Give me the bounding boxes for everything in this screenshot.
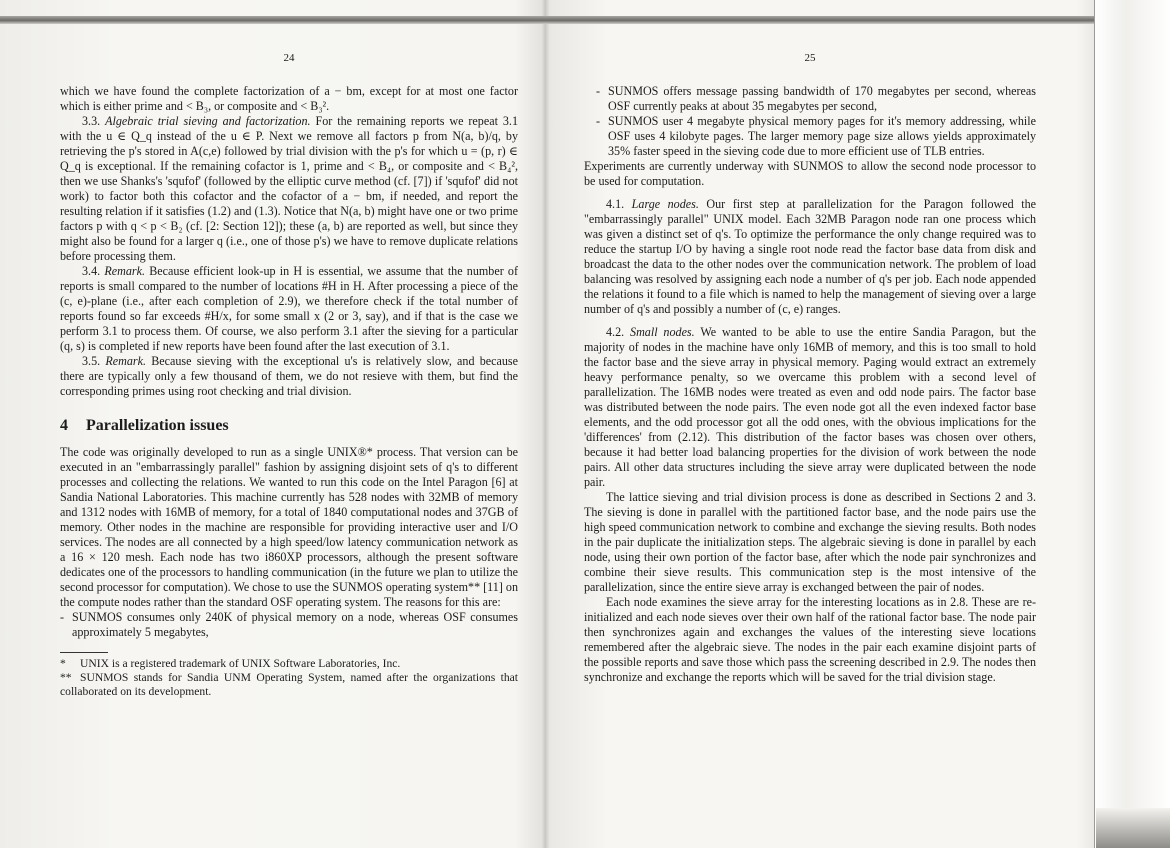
paragraph-3-3: [60, 114, 518, 264]
page-edge-corner: [1096, 808, 1170, 848]
paragraph-4-1: [584, 197, 1036, 317]
footnote-mark: **: [60, 671, 72, 684]
list-item: [60, 610, 518, 640]
scan-shadow-band: [0, 16, 1100, 24]
section-heading: [60, 418, 518, 433]
paragraph-text: Because sieving with the exceptional u's is relatively slow, and because there are typically only a few thousand of them, we do not resieve with them, but find the corresponding primes using root checking and trial division.: [60, 354, 518, 398]
paragraph-number: 3.5.: [82, 354, 101, 368]
footnote: [60, 657, 518, 671]
paragraph-4-2: [584, 325, 1036, 490]
paragraph-experiments: Experiments are currently underway with SUNMOS to allow the second node processor to be used for computation.: [584, 159, 1036, 188]
paragraph-number: 4.2.: [606, 325, 625, 339]
footnote-rule: [60, 652, 108, 653]
paragraph-each-node: Each node examines the sieve array for the interesting locations as in 2.8. These are re-initialized and each node sieves over their own half of the rational factor base. The node pair then synchronizes again and exchanges the values of the interesting sieve locations remembered after the algebraic sieve. The nodes in the pair each examine disjoint parts of the possible reports and save those which pass the screening described in 2.9. The nodes then synchronize and exchange the reports which will be saved for the trial division stage.: [584, 595, 1036, 684]
list-item-text: SUNMOS user 4 megabyte physical memory pages for it's memory addressing, while OSF uses 4 kilobyte pages. The larger memory page size allows yields approximately 35% faster speed in the sieving code due to more efficient use of TLB entries.: [608, 114, 1036, 158]
paragraph-number: 4.1.: [606, 197, 625, 211]
list-item-text: SUNMOS consumes only 240K of physical memory on a node, whereas OSF consumes approximately 5 megabytes,: [72, 610, 518, 639]
paragraph-text: Our first step at parallelization for the Paragon followed the "embarrassingly parallel" UNIX model. Each 32MB Paragon node ran one process which was given a distinct set of q's. To optimize the performance the only change required was to reduce the startup I/O by having a single root node read the factor base data from disk and broadcast the data to the other nodes over the communication network. The problem of load balancing was resolved by assigning each node a number of q's per job. Each node appended the relations it found to a file which is named to help the management of sieving over a large number of q's and possibly a number of (c, e) ranges.: [584, 197, 1036, 316]
paragraph-number: 3.3.: [82, 114, 101, 128]
list-dash: -: [596, 114, 601, 128]
paragraph-title: Small nodes.: [630, 325, 695, 339]
paragraph-text: Because efficient look-up in H is essential, we assume that the number of reports is small compared to the number of locations #H in H. After processing a piece of the (c, e)-plane (i.e., after each completion of 2.9), we therefore check if the total number of reports found so far exceeds #H/x, for some small x (2 or 3, say), and if that is the case we perform 3.1 to process them. Of course, we also perform 3.1 after the sieving for a particular (q, s) is completed if new reports have been found after the last execution of 3.1.: [60, 264, 519, 353]
paragraph-text: We wanted to be able to use the entire Sandia Paragon, but the majority of nodes in the machine have only 16MB of memory, and this is too small to hold the factor base and the sieve array in physical memory. Paging would extract an extremely heavy performance penalty, so we overcame this problem with a second level of parallelization. The 16MB nodes were treated as even and odd node pairs. The factor base was distributed between the node pairs. The even node got all the even indexed factor base elements, and the odd processor got all the odd ones, with the obvious implications for the 'differences' from (2.12). This distribution of the factor bases was chosen over others, because it had better load balancing properties for the division of work between the node pairs. All other data structures including the sieve array were duplicated between the node pair.: [584, 325, 1037, 489]
footnote-mark: *: [60, 657, 66, 670]
paragraph-lattice: The lattice sieving and trial division process is done as described in Sections 2 and 3. The sieving is done in parallel with the partitioned factor base, and the node pairs use the high speed communication network to combine and exchange the sieving results. Both nodes in the pair duplicate the initialization steps. The algebraic sieving is done in parallel by each node, using their own portion of the factor base, after which the node pair synchronizes and combine their sieve results. This communication step is the most intensive of the parallelization, since the entire sieve array is exchanged between the pair of nodes.: [584, 490, 1036, 594]
list-dash: -: [596, 84, 601, 98]
section-number: 4: [60, 417, 68, 434]
paragraph-3-4: [60, 264, 518, 354]
footnote-text: SUNMOS stands for Sandia UNM Operating System, named after the organizations that collaborated on its development.: [60, 671, 518, 698]
list-dash: -: [60, 610, 65, 624]
page-number: 24: [283, 52, 295, 64]
list-item-text: SUNMOS offers message passing bandwidth of 170 megabytes per second, whereas OSF currently peaks at about 35 megabytes per second,: [608, 84, 1036, 113]
page-number: 25: [804, 52, 816, 64]
footnote-text: UNIX is a registered trademark of UNIX Software Laboratories, Inc.: [80, 657, 401, 670]
section-title: Parallelization issues: [86, 417, 229, 434]
footnote: [60, 671, 518, 699]
list-item: [584, 114, 1036, 159]
page-edge: [1094, 0, 1170, 848]
paragraph-title: Remark.: [105, 354, 146, 368]
paragraph-3-5: [60, 354, 518, 399]
paragraph-number: 3.4.: [82, 264, 101, 278]
paragraph-text: For the remaining reports we repeat 3.1 with the u ∈ Q_q instead of the u ∈ P. Next we remove all factors p from N(a, b)/q, by retrieving the p's stored in A(c,e) followed by trial division with the p's for which u = (p, r) ∈ Q_q is exceptional. If the remaining cofactor is 1, prime and < B₄, or composite and < B₄², then we use Shanks's 'squfof' (followed by the elliptic curve method (cf. [7]) if 'squfof' did not work) to factor both this cofactor and the cofactor of a − bm, if needed, and report the resulting relation if it satisfies (1.2) and (1.3). Notice that N(a, b) might have one or two prime factors p with q < p < B₂ (cf. [2: Section 12]); these (a, b) are reported as well, but since they might also be found for a larger q (i.e., one of those p's) we have to remove duplicate relations before processing them.: [60, 114, 518, 263]
paragraph-continuation: which we have found the complete factorization of a − bm, except for at most one factor which is either prime and < B₃, or composite and < B₃².: [60, 84, 518, 113]
page-body: [584, 84, 1036, 685]
paragraph-title: Large nodes.: [631, 197, 699, 211]
page-body: [60, 84, 518, 699]
paragraph-title: Remark.: [104, 264, 145, 278]
paragraph-title: Algebraic trial sieving and factorization.: [105, 114, 311, 128]
section-paragraph: The code was originally developed to run as a single UNIX®* process. That version can be executed in an "embarrassingly parallel" fashion by assigning disjoint sets of q's to different processes and collecting the relations. We wanted to run this code on the Intel Paragon [6] at Sandia National Laboratories. This machine currently has 528 nodes with 32MB of memory and 1312 nodes with 16MB of memory, for a total of 1840 computational nodes and 37GB of memory. Other nodes in the machine are responsible for providing interactive user and I/O services. The nodes are all connected by a high speed/low latency communication network as a 16 × 120 mesh. Each node has two i860XP processors, although the present software dedicates one of the processors to handling communication (in the future we plan to utilize the second processor for computation). We chose to use the SUNMOS operating system** [11] on the compute nodes rather than the standard OSF operating system. The reasons for this are:: [60, 445, 518, 609]
list-item: [584, 84, 1036, 114]
